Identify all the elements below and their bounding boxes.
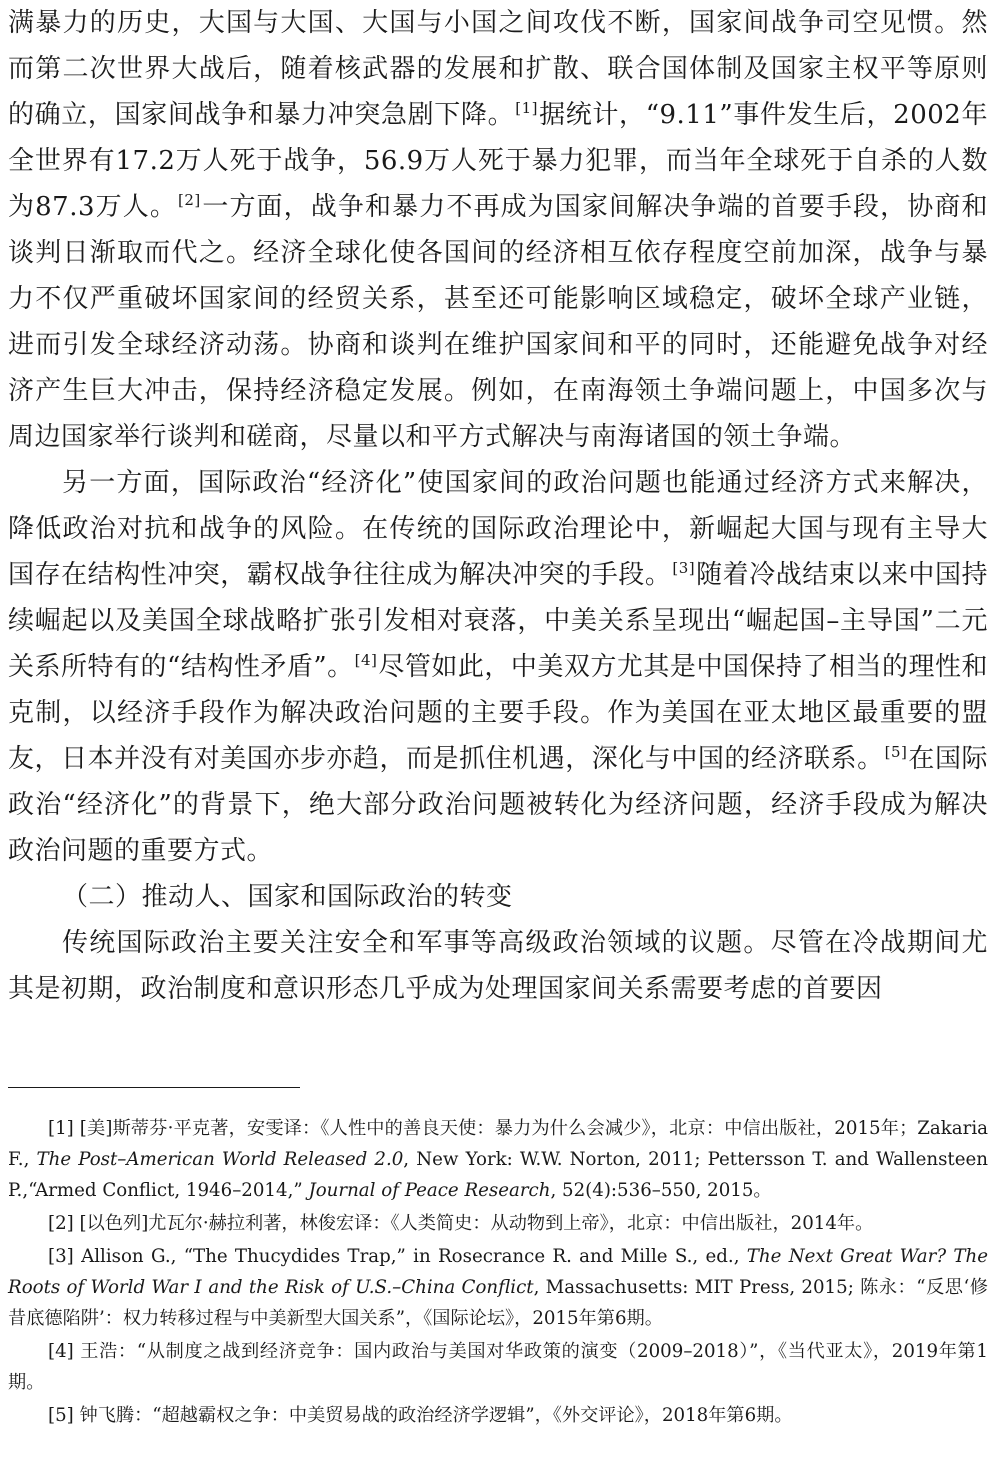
- paragraph-1-part-c: 一方面，战争和暴力不再成为国家间解决争端的首要手段，协商和谈判日渐取而代之。经济全球化使各国间的经济相互依存程度空前加深，战争与暴力不仅严重破坏国家间的经贸关系，甚至还可能影响区域稳定，破坏全球产业链，进而引发全球经济动荡。协商和谈判在维护国家间和平的同时，还能避免战争对经济产生巨大冲击，保持经济稳定发展。例如，在南海领土争端问题上，中国多次与周边国家举行谈判和磋商，尽量以和平方式解决与南海诸国的领土争端。: [8, 192, 988, 452]
- footnotes: [8, 1113, 988, 1431]
- paragraph-3: 传统国际政治主要关注安全和军事等高级政治领域的议题。尽管在冷战期间尤其是初期，政治制度和意识形态几乎成为处理国家间关系需要考虑的首要因: [8, 928, 988, 1004]
- citation-3[interactable]: [3]: [672, 559, 696, 578]
- footnote-5: [5] 钟飞腾：“超越霸权之争：中美贸易战的政治经济学逻辑”，《外交评论》，2018年第6期。: [48, 1405, 793, 1426]
- footnote-3-book-title: The Next Great War? The Roots of World War Ⅰ and the Risk of U.S.–China Conflict: [8, 1246, 988, 1298]
- footnote-1-part-b: , New York: W.W. Norton, 2011; Pettersson T. and Wallensteen P.,“Armed Conflict, 1946–2014,”: [8, 1149, 988, 1201]
- footnote-1: [8, 1113, 988, 1206]
- paragraph-2-part-c: 尽管如此，中美双方尤其是中国保持了相当的理性和克制，以经济手段作为解决政治问题的主要手段。作为美国在亚太地区最重要的盟友，日本并没有对美国亦步亦趋，而是抓住机遇，深化与中国的经济联系。: [8, 652, 988, 774]
- footnote-2: [2] [以色列]尤瓦尔·赫拉利著，林俊宏译：《人类简史：从动物到上帝》，北京：中信出版社，2014年。: [48, 1213, 874, 1234]
- footnote-1-part-c: , 52(4):536–550, 2015。: [550, 1180, 772, 1201]
- paragraph-1-part-b: 据统计，“9.11”事件发生后，2002年全世界有17.2万人死于战争，56.9万人死于暴力犯罪，而当年全球死于自杀的人数为87.3万人。: [8, 100, 988, 222]
- footnote-1-book-title: The Post–American World Released 2.0: [36, 1149, 404, 1170]
- citation-4[interactable]: [4]: [354, 651, 378, 670]
- citation-2[interactable]: [2]: [177, 191, 201, 210]
- section-heading: （二）推动人、国家和国际政治的转变: [62, 882, 513, 912]
- footnote-3-part-a: [3] Allison G., “The Thucydides Trap,” in Rosecrance R. and Mille S., ed.,: [48, 1246, 747, 1267]
- paragraph-2-part-a: 另一方面，国际政治“经济化”使国家间的政治问题也能通过经济方式来解决，降低政治对抗和战争的风险。在传统的国际政治理论中，新崛起大国与现有主导大国存在结构性冲突，霸权战争往往成为解决冲突的手段。: [8, 468, 988, 590]
- paragraph-2-part-b: 随着冷战结束以来中国持续崛起以及美国全球战略扩张引发相对衰落，中美关系呈现出“崛起国–主导国”二元关系所特有的“结构性矛盾”。: [8, 560, 988, 682]
- paragraph-2-part-d: 在国际政治“经济化”的背景下，绝大部分政治问题被转化为经济问题，经济手段成为解决政治问题的重要方式。: [8, 744, 988, 866]
- footnote-1-part-a: [1] [美]斯蒂芬·平克著，安雯译：《人性中的善良天使：暴力为什么会减少》，北京：中信出版社，2015年；Zakaria F.,: [8, 1118, 988, 1170]
- paragraph-1: [8, 0, 988, 460]
- paragraph-2: [8, 460, 988, 874]
- footnote-separator: [8, 1087, 300, 1088]
- citation-5[interactable]: [5]: [884, 743, 908, 762]
- paragraph-1-part-a: 满暴力的历史，大国与大国、大国与小国之间攻伐不断，国家间战争司空见惯。然而第二次世界大战后，随着核武器的发展和扩散、联合国体制及国家主权平等原则的确立，国家间战争和暴力冲突急剧下降。: [8, 8, 988, 130]
- footnote-3-part-b: , Massachusetts: MIT Press, 2015; 陈永：“反思‘修昔底德陷阱’：权力转移过程与中美新型大国关系”，《国际论坛》，2015年第6期。: [8, 1277, 988, 1329]
- footnote-1-journal-title: Journal of Peace Research: [308, 1180, 551, 1201]
- footnote-3: [8, 1241, 988, 1334]
- footnote-4: [4] 王浩：“从制度之战到经济竞争：国内政治与美国对华政策的演变（2009–2018）”，《当代亚太》，2019年第1期。: [8, 1341, 988, 1393]
- citation-1[interactable]: [1]: [515, 99, 538, 118]
- main-text: [8, 0, 988, 1012]
